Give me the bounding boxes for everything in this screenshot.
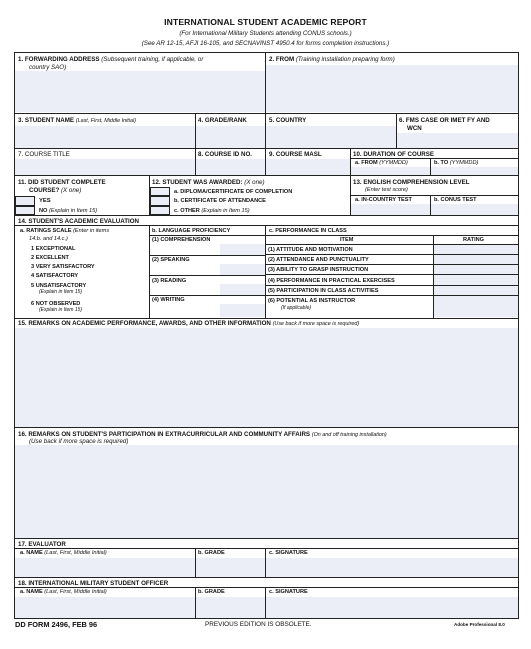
grade-rank-label: 4. GRADE/RANK <box>198 117 247 124</box>
imso-grade-label: b. GRADE <box>198 589 225 595</box>
lang-writing-rating[interactable] <box>220 304 265 317</box>
lang-comprehension-label: (1) COMPREHENSION <box>152 237 211 243</box>
scale-3: 3 VERY SATISFACTORY <box>31 264 95 270</box>
lang-comprehension-rating[interactable] <box>220 244 265 255</box>
english-level-note: (Enter test score) <box>365 187 408 193</box>
imso-name-field[interactable] <box>15 597 195 618</box>
perf-2-rating[interactable] <box>434 255 518 264</box>
lang-writing-label: (4) WRITING <box>152 297 185 303</box>
course-id-field[interactable] <box>196 159 265 175</box>
grade-rank-field[interactable] <box>196 126 265 148</box>
scale-4: 4 SATISFACTORY <box>31 273 79 279</box>
perf-4-rating[interactable] <box>434 275 518 285</box>
form-title: INTERNATIONAL STUDENT ACADEMIC REPORT <box>164 17 367 27</box>
divider <box>149 225 150 318</box>
course-masl-label: 9. COURSE MASL <box>269 151 322 158</box>
award-attendance-label: b. CERTIFICATE OF ATTENDANCE <box>174 198 266 204</box>
divider <box>15 148 518 149</box>
duration-from-label: a. FROM (YYMMDD) <box>355 160 408 166</box>
imso-name-label: a. NAME (Last, First, Middle Initial) <box>20 589 107 595</box>
evaluator-grade-label: b. GRADE <box>198 550 225 556</box>
fms-case-label: 6. FMS CASE OR IMET FY AND <box>399 117 490 124</box>
item-header: ITEM <box>340 237 354 243</box>
perf-1-label: (1) ATTITUDE AND MOTIVATION <box>268 247 353 253</box>
divider <box>15 538 518 539</box>
completed-no-label: NO (Explain in Item 15) <box>39 208 98 214</box>
imso-signature-field[interactable] <box>266 597 518 618</box>
duration-from-field[interactable] <box>351 167 430 175</box>
perf-5-label: (5) PARTICIPATION IN CLASS ACTIVITIES <box>268 288 379 294</box>
evaluator-signature-label: c. SIGNATURE <box>269 550 308 556</box>
edition-note: PREVIOUS EDITION IS OBSOLETE. <box>205 621 312 628</box>
divider <box>150 295 266 296</box>
remarks-extracurricular-note: (Use back if more space is required) <box>29 438 129 445</box>
conus-test-label: b. CONUS TEST <box>434 197 477 203</box>
lang-reading-label: (3) READING <box>152 278 187 284</box>
divider <box>150 235 266 236</box>
in-country-test-label: a. IN-COUNTRY TEST <box>355 197 412 203</box>
country-field[interactable] <box>266 126 396 148</box>
divider <box>150 275 266 276</box>
perf-1-rating[interactable] <box>434 245 518 254</box>
divider <box>351 158 518 159</box>
completed-yes-label: YES <box>39 198 51 204</box>
award-attendance-checkbox[interactable] <box>150 196 170 206</box>
perf-6-rating[interactable] <box>434 296 518 317</box>
imso-signature-label: c. SIGNATURE <box>269 589 308 595</box>
software-note: Adobe Professional 8.0 <box>454 622 505 627</box>
form-instructions-reference: (See AR 12-15, AFJI 16-105, and SECNAVINST 4950.4 for forms completion instructions.) <box>141 40 390 47</box>
duration-to-field[interactable] <box>431 167 518 175</box>
lang-speaking-label: (2) SPEAKING <box>152 257 190 263</box>
course-masl-field[interactable] <box>266 159 350 175</box>
lang-reading-rating[interactable] <box>220 284 265 295</box>
academic-eval-label: 14. STUDENT'S ACADEMIC EVALUATION <box>18 218 139 225</box>
from-label: 2. FROM (Training installation preparing form) <box>269 56 395 63</box>
evaluator-name-field[interactable] <box>15 558 195 577</box>
award-other-checkbox[interactable] <box>150 206 170 215</box>
in-country-test-field[interactable] <box>351 204 430 215</box>
remarks-academic-label: 15. REMARKS ON ACADEMIC PERFORMANCE, AWARDS, AND OTHER INFORMATION (Use back if more space is required) <box>18 320 360 327</box>
divider <box>15 427 518 428</box>
scale-6-note: (Explain in Item 15) <box>39 307 83 313</box>
rating-header: RATING <box>463 237 485 243</box>
perf-6-note: (If applicable) <box>281 305 312 311</box>
divider <box>15 318 518 319</box>
divider <box>15 215 518 216</box>
award-other-label: c. OTHER (Explain in Item 15) <box>174 208 250 214</box>
perf-3-rating[interactable] <box>434 265 518 274</box>
divider <box>15 577 518 578</box>
language-proficiency-label: b. LANGUAGE PROFICIENCY <box>152 228 231 234</box>
perf-6-label: (6) POTENTIAL AS INSTRUCTOR <box>268 298 356 304</box>
perf-3-label: (3) ABILITY TO GRASP INSTRUCTION <box>268 267 369 273</box>
performance-label: c. PERFORMANCE IN CLASS <box>269 228 347 234</box>
duration-label: 10. DURATION OF COURSE <box>353 151 435 158</box>
completed-no-checkbox[interactable] <box>15 206 35 215</box>
evaluator-signature-field[interactable] <box>266 558 518 577</box>
award-diploma-checkbox[interactable] <box>150 187 170 196</box>
completed-course-label: 11. DID STUDENT COMPLETE <box>18 179 106 186</box>
course-title-field[interactable] <box>15 159 195 175</box>
from-field[interactable] <box>266 65 518 112</box>
student-name-field[interactable] <box>15 126 195 148</box>
divider <box>15 175 518 176</box>
divider <box>15 113 518 114</box>
divider <box>266 235 518 236</box>
lang-speaking-rating[interactable] <box>220 264 265 275</box>
conus-test-field[interactable] <box>431 204 518 215</box>
remarks-extracurricular-label: 16. REMARKS ON STUDENT'S PARTICIPATION IN EXTRACURRICULAR AND COMMUNITY AFFAIRS (On and off training installation) <box>18 431 387 438</box>
imso-label: 18. INTERNATIONAL MILITARY STUDENT OFFICER <box>18 580 169 587</box>
divider <box>15 225 518 226</box>
ratings-scale-label: a. RATINGS SCALE (Enter in items <box>20 228 110 234</box>
report-form <box>14 52 519 619</box>
remarks-extracurricular-field[interactable] <box>15 445 518 538</box>
perf-5-rating[interactable] <box>434 286 518 295</box>
completed-yes-checkbox[interactable] <box>15 196 35 206</box>
form-number: DD FORM 2496, FEB 96 <box>15 620 98 629</box>
remarks-academic-field[interactable] <box>15 328 518 427</box>
awarded-label: 12. STUDENT WAS AWARDED: (X one) <box>152 179 265 186</box>
duration-to-label: b. TO (YYMMDD) <box>434 160 479 166</box>
ratings-scale-note: 14.b. and 14.c.) <box>29 236 68 242</box>
forwarding-address-field[interactable] <box>15 71 265 112</box>
perf-2-label: (2) ATTENDANCE AND PUNCTUALITY <box>268 257 369 263</box>
scale-2: 2 EXCELLENT <box>31 255 69 261</box>
divider <box>15 548 518 549</box>
evaluator-name-label: a. NAME (Last, First, Middle Initial) <box>20 550 107 556</box>
divider <box>15 587 518 588</box>
divider <box>150 255 266 256</box>
evaluator-label: 17. EVALUATOR <box>18 541 66 548</box>
course-id-label: 8. COURSE ID NO. <box>198 151 252 158</box>
course-title-label: 7. COURSE TITLE <box>18 151 70 158</box>
forwarding-address-label: 1. FORWARDING ADDRESS (Subsequent training, if applicable, or <box>18 56 204 63</box>
student-name-label: 3. STUDENT NAME (Last, First, Middle Initial) <box>18 117 136 124</box>
scale-5-note: (Explain in Item 15) <box>39 289 83 295</box>
form-subtitle: (For International Military Students attending CONUS schools.) <box>179 30 352 37</box>
perf-4-label: (4) PERFORMANCE IN PRACTICAL EXERCISES <box>268 278 395 284</box>
scale-6: 6 NOT OBSERVED <box>31 301 81 307</box>
evaluator-grade-field[interactable] <box>196 558 265 577</box>
fms-case-field[interactable] <box>397 133 518 148</box>
country-label: 5. COUNTRY <box>269 117 307 124</box>
award-diploma-label: a. DIPLOMA/CERTIFICATE OF COMPLETION <box>174 189 293 195</box>
divider <box>265 225 266 318</box>
scale-5: 5 UNSATISFACTORY <box>31 283 87 289</box>
fms-case-label-wcn: WCN <box>407 125 422 132</box>
divider <box>351 195 518 196</box>
scale-1: 1 EXCEPTIONAL <box>31 246 76 252</box>
completed-course-label-2: COURSE? (X one) <box>29 187 82 194</box>
forwarding-address-note: country SAO) <box>29 64 67 71</box>
english-level-label: 13. ENGLISH COMPREHENSION LEVEL <box>353 179 470 186</box>
imso-grade-field[interactable] <box>196 597 265 618</box>
